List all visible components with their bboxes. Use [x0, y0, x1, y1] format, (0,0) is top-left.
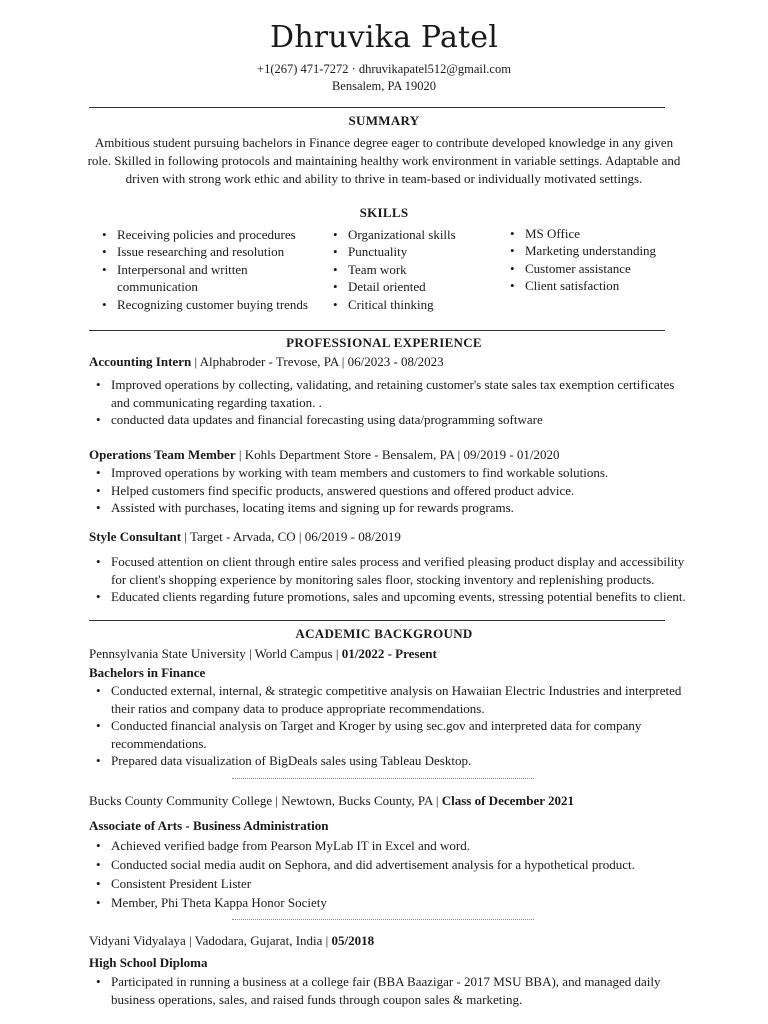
bullet-item: • Conducted social media audit on Sephora, and did advertisement analysis for a hypothetical product. — [96, 855, 696, 874]
degree-title: Associate of Arts - Business Administration — [89, 818, 329, 833]
bullet-item: • Educated clients regarding future promotions, sales and upcoming events, stressing potential benefits to client. — [96, 588, 696, 606]
experience-title: PROFESSIONAL EXPERIENCE — [286, 335, 482, 350]
summary-title: SUMMARY — [348, 113, 420, 128]
bullet-item: • Consistent President Lister — [96, 874, 696, 893]
skill-item: • Punctuality — [333, 243, 503, 260]
bullet-item: • Member, Phi Theta Kappa Honor Society — [96, 893, 696, 912]
location: Bensalem, PA 19020 — [331, 79, 437, 93]
dotted-separator — [232, 778, 534, 779]
bullet-item: • Conducted external, internal, & strategic competitive analysis on Hawaiian Electric Industries and interpreted their ratios and company data to produce appropriate recommendations. — [96, 682, 696, 717]
skill-item: • Receiving policies and procedures — [102, 226, 320, 243]
skill-item: • Organizational skills — [333, 226, 503, 243]
bullet-item: • Assisted with purchases, locating items and signing up for rewards programs. — [96, 499, 696, 517]
skills-column-3 — [510, 225, 700, 295]
bullet-item: • Helped customers find specific products, answered questions and offered product advice. — [96, 482, 696, 500]
skill-item: • Recognizing customer buying trends — [102, 296, 320, 313]
skill-item: • Issue researching and resolution — [102, 243, 320, 260]
education-title: ACADEMIC BACKGROUND — [295, 626, 473, 641]
degree-title: Bachelors in Finance — [89, 665, 206, 680]
job-details: | Kohls Department Store - Bensalem, PA | 09/2019 - 01/2020 — [235, 447, 560, 462]
school-date: 05/2018 — [331, 933, 375, 948]
school-name: Vidyani Vidyalaya | Vadodara, Gujarat, India | — [89, 933, 332, 948]
bullet-item: • Participated in running a business at a college fair (BBA Baazigar - 2017 MSU BBA), and managed daily business operations, sales, and raised funds through coupon sales & marketing. — [96, 973, 696, 1008]
skill-item: • Client satisfaction — [510, 277, 700, 294]
bullet-item: • Improved operations by collecting, validating, and retaining customer's state sales tax exemption certificates and communicating regarding taxation. . — [96, 376, 696, 411]
job-details: | Target - Arvada, CO | 06/2019 - 08/2019 — [181, 529, 401, 544]
skill-item: • Team work — [333, 261, 503, 278]
job-role: Style Consultant — [89, 529, 182, 544]
school-name: Pennsylvania State University | World Campus | — [89, 646, 342, 661]
skill-item: • Critical thinking — [333, 296, 503, 313]
bullet-item: • Focused attention on client through entire sales process and verified pleasing product display and accessibility for client's shopping experience by monitoring sales floor, stocking inventory and replenishing products. — [96, 553, 696, 588]
skill-item: • Customer assistance — [510, 260, 700, 277]
bullet-item: • Prepared data visualization of BigDeals sales using Tableau Desktop. — [96, 752, 696, 770]
section-divider — [89, 330, 665, 331]
skills-column-1 — [102, 226, 320, 313]
school-line — [89, 932, 374, 949]
school-line — [89, 792, 574, 809]
dotted-separator — [232, 919, 534, 920]
skill-item: • Detail oriented — [333, 278, 503, 295]
skill-item: • Marketing understanding — [510, 242, 700, 259]
job-role: Operations Team Member — [89, 447, 236, 462]
skills-column-2 — [333, 226, 503, 313]
school-bullets — [96, 973, 696, 1008]
school-bullets — [96, 682, 696, 770]
section-divider — [89, 620, 665, 621]
job-role: Accounting Intern — [89, 354, 192, 369]
job-bullets — [96, 376, 696, 429]
bullet-item: • Improved operations by working with team members and customers to find workable solutions. — [96, 464, 696, 482]
job-heading — [89, 353, 444, 370]
degree-title: High School Diploma — [89, 955, 208, 970]
bullet-item: • conducted data updates and financial forecasting using data/programming software — [96, 411, 696, 429]
bullet-item: • Conducted financial analysis on Target and Kroger by using sec.gov and interpreted data for company recommendations. — [96, 717, 696, 752]
school-date: Class of December 2021 — [441, 793, 574, 808]
section-divider — [89, 107, 665, 108]
candidate-name: Dhruvika Patel — [269, 20, 499, 55]
skill-item: • MS Office — [510, 225, 700, 242]
job-heading — [89, 528, 401, 545]
school-name: Bucks County Community College | Newtown, Bucks County, PA | — [89, 793, 442, 808]
skill-item: • Interpersonal and written communication — [102, 261, 320, 296]
job-bullets — [96, 553, 696, 606]
contact-line: +1(267) 471-7272 · dhruvikapatel512@gmail.com — [257, 62, 511, 76]
summary-text: Ambitious student pursuing bachelors in Finance degree eager to contribute developed knowledge in any given role. Skilled in following protocols and maintaining healthy work environment in variable settings. Adaptable and driven with strong work ethic and ability to thrive in team-based or individually motivated settings. — [87, 135, 681, 186]
school-line — [89, 645, 437, 662]
school-date: 01/2022 - Present — [341, 646, 437, 661]
job-details: | Alphabroder - Trevose, PA | 06/2023 - 08/2023 — [191, 354, 444, 369]
job-bullets — [96, 464, 696, 517]
bullet-item: • Achieved verified badge from Pearson MyLab IT in Excel and word. — [96, 836, 696, 855]
school-bullets — [96, 836, 696, 912]
job-heading — [89, 446, 560, 463]
skills-title: SKILLS — [359, 205, 409, 220]
